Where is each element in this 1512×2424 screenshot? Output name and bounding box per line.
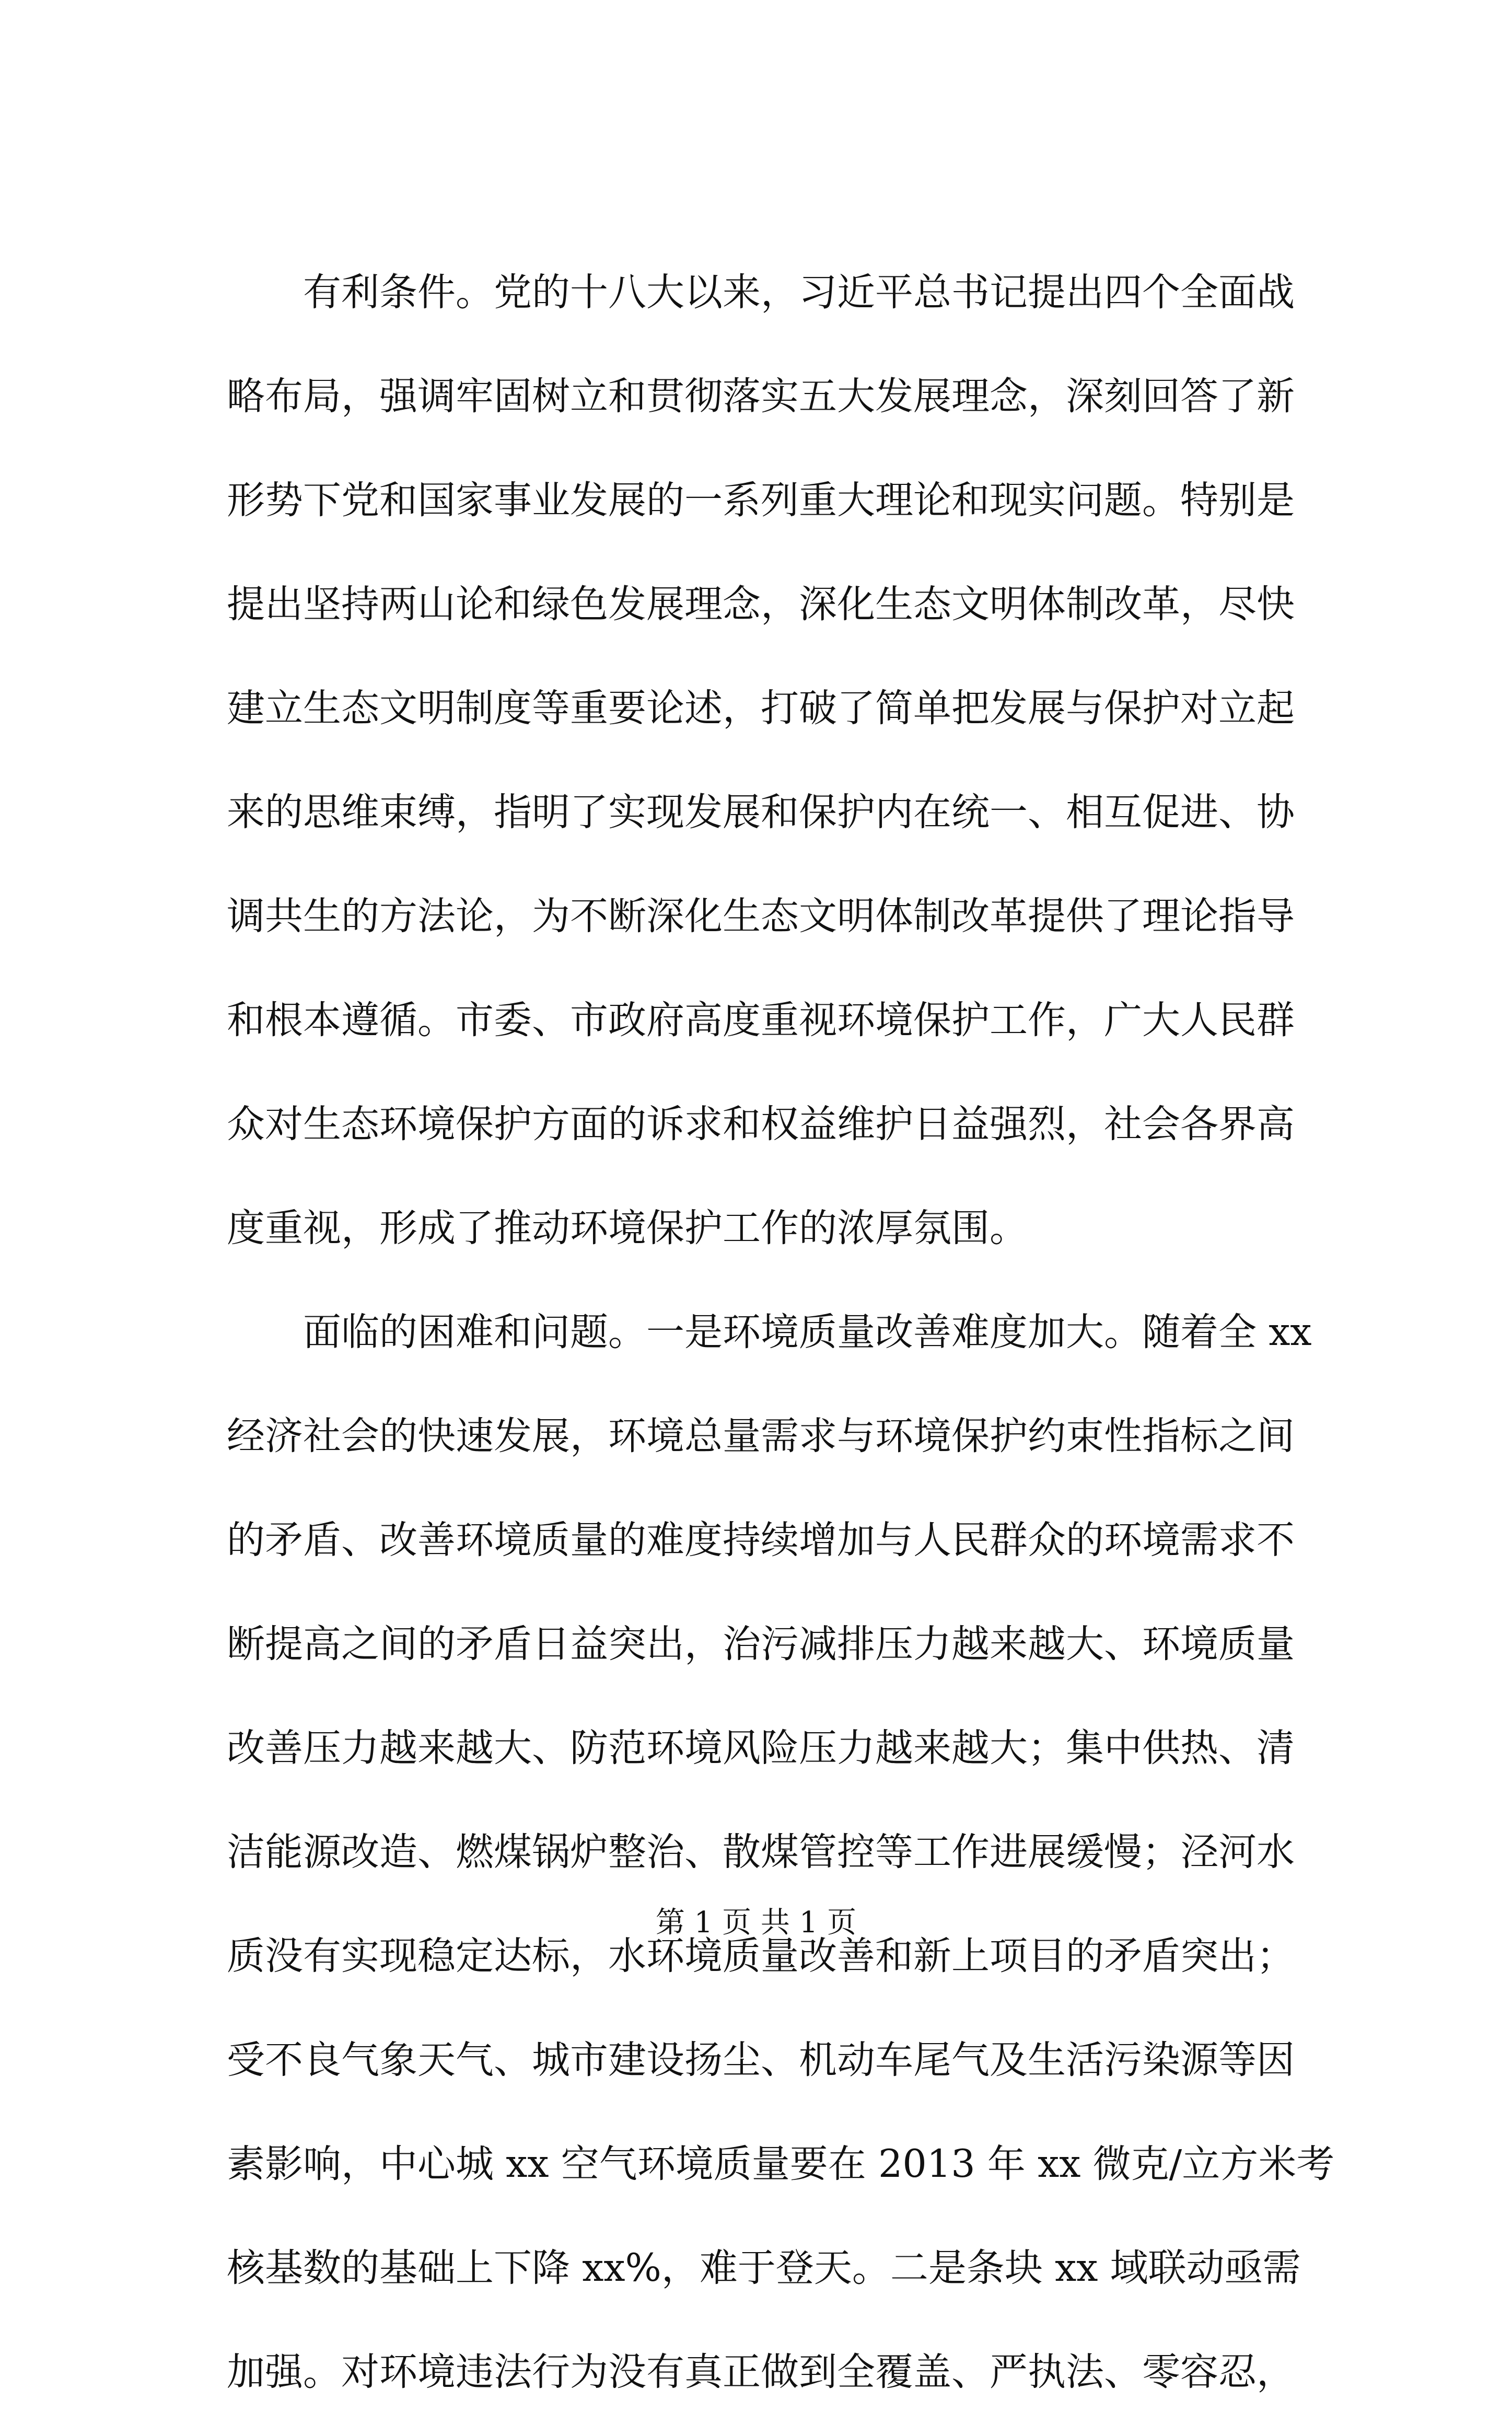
paragraph-2-line-5: 改善压力越来越大、防范环境风险压力越来越大；集中供热、清	[227, 1726, 1295, 1770]
paragraph-1-line-8: 和根本遵循。市委、市政府高度重视环境保护工作，广大人民群	[227, 998, 1295, 1042]
paragraph-2-line-7: 质没有实现稳定达标，水环境质量改善和新上项目的矛盾突出；	[227, 1934, 1295, 1978]
paragraph-2-line-3: 的矛盾、改善环境质量的难度持续增加与人民群众的环境需求不	[227, 1518, 1295, 1562]
paragraph-1-line-10: 度重视，形成了推动环境保护工作的浓厚氛围。	[227, 1206, 1028, 1250]
paragraph-1-line-3: 形势下党和国家事业发展的一系列重大理论和现实问题。特别是	[227, 478, 1295, 523]
paragraph-2-line-4: 断提高之间的矛盾日益突出，治污减排压力越来越大、环境质量	[227, 1622, 1295, 1666]
paragraph-2-line-8: 受不良气象天气、城市建设扬尘、机动车尾气及生活污染源等因	[227, 2038, 1295, 2082]
document-body	[227, 240, 1335, 2424]
paragraph-2-line-11: 加强。对环境违法行为没有真正做到全覆盖、严执法、零容忍，	[227, 2350, 1295, 2394]
paragraph-1-line-1: 有利条件。党的十八大以来，习近平总书记提出四个全面战	[303, 270, 1295, 315]
paragraph-2-line-9: 素影响，中心城 xx 空气环境质量要在 2013 年 xx 微克/立方米考	[227, 2142, 1335, 2186]
paragraph-1-line-7: 调共生的方法论，为不断深化生态文明体制改革提供了理论指导	[227, 894, 1295, 938]
paragraph-2-line-10: 核基数的基础上下降 xx%，难于登天。二是条块 xx 域联动亟需	[227, 2246, 1301, 2290]
paragraph-1-line-4: 提出坚持两山论和绿色发展理念，深化生态文明体制改革，尽快	[227, 582, 1295, 627]
paragraph-1-line-6: 来的思维束缚，指明了实现发展和保护内在统一、相互促进、协	[227, 790, 1295, 834]
paragraph-1-line-2: 略布局，强调牢固树立和贯彻落实五大发展理念，深刻回答了新	[227, 374, 1295, 419]
paragraph-1-line-9: 众对生态环境保护方面的诉求和权益维护日益强烈，社会各界高	[227, 1102, 1295, 1146]
paragraph-1-line-5: 建立生态文明制度等重要论述，打破了简单把发展与保护对立起	[227, 686, 1295, 730]
page-footer: 第 1 页 共 1 页	[655, 1906, 857, 1940]
paragraph-2-line-2: 经济社会的快速发展，环境总量需求与环境保护约束性指标之间	[227, 1414, 1295, 1458]
paragraph-2-line-1: 面临的困难和问题。一是环境质量改善难度加大。随着全 xx	[303, 1310, 1312, 1354]
paragraph-2-line-6: 洁能源改造、燃煤锅炉整治、散煤管控等工作进展缓慢；泾河水	[227, 1830, 1295, 1874]
